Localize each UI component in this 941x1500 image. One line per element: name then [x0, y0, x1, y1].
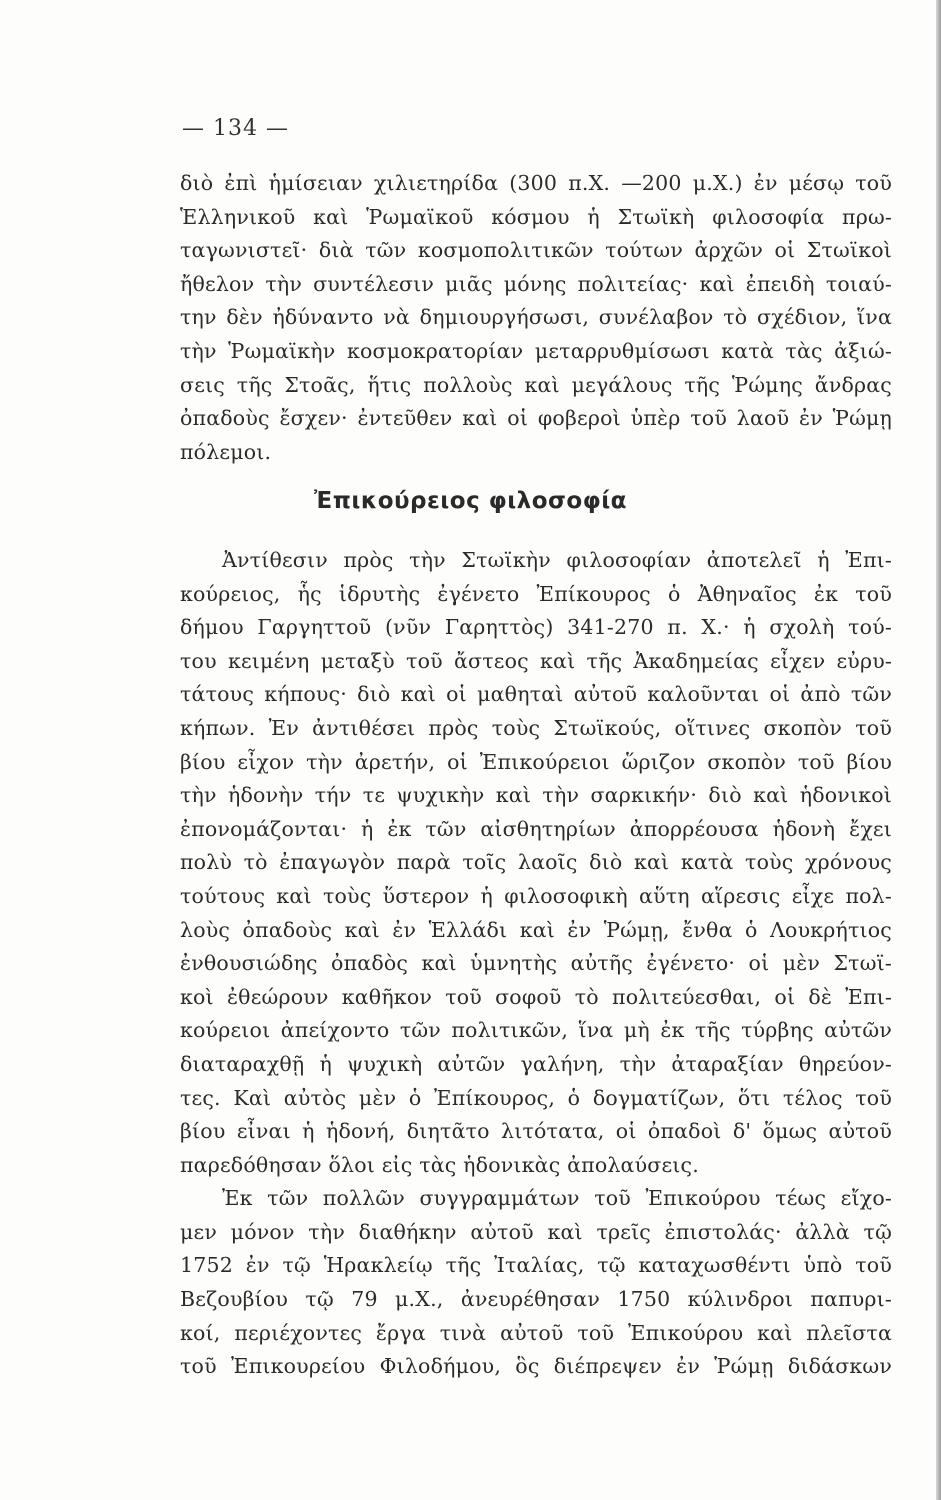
text-line: τὴν ἡδονὴν τήν τε ψυχικὴν καὶ τὴν σαρκικήν· διὸ καὶ ἡδονικοὶ — [180, 783, 892, 808]
text-line: σεις τῆς Στοᾶς, ἥτις πολλοὺς καὶ μεγάλους τῆς Ῥώμης ἄνδρας — [180, 372, 892, 397]
text-line: τοῦ Ἐπικουρείου Φιλοδήμου, ὃς διέπρεψεν ἐν Ῥώμῃ διδάσκων — [180, 1354, 892, 1379]
text-line: ἐπονομάζονται· ἡ ἐκ τῶν αἰσθητηρίων ἀπορρέουσα ἡδονὴ ἔχει — [180, 816, 892, 841]
text-line: 1752 ἐν τῷ Ἡρακλείῳ τῆς Ἰταλίας, τῷ καταχωσθέντι ὑπὸ τοῦ — [180, 1253, 892, 1278]
text-line: πόλεμοι. — [180, 439, 272, 464]
text-line: ἐνθουσιώδης ὀπαδὸς καὶ ὑμνητὴς αὐτῆς ἐγένετο· οἱ μὲν Στωϊ- — [180, 951, 892, 976]
text-line: Ἑλληνικοῦ καὶ Ῥωμαϊκοῦ κόσμου ἡ Στωϊκὴ φιλοσοφία πρω- — [180, 204, 892, 229]
text-line: τάτους κήπους· διὸ καὶ οἱ μαθηταὶ αὐτοῦ καλοῦνται οἱ ἀπὸ τῶν — [180, 682, 892, 707]
text-line: δήμου Γαργηττοῦ (νῦν Γαρηττὸς) 341-270 π. Χ.· ἡ σχολὴ τού- — [180, 615, 892, 640]
text-line: Ἐκ τῶν πολλῶν συγγραμμάτων τοῦ Ἐπικούρου τέως εἴχο- — [222, 1186, 892, 1211]
text-line: τὴν Ῥωμαϊκὴν κοσμοκρατορίαν μεταρρυθμίσωσι κατὰ τὰς ἀξιώ- — [180, 338, 892, 363]
text-line: την δὲν ἠδύναντο νὰ δημιουργήσωσι, συνέλαβον τὸ σχέδιον, ἵνα — [180, 305, 892, 330]
section-heading: Ἐπικούρειος φιλοσοφία — [314, 488, 627, 514]
paragraph-epicurean-body — [180, 544, 892, 1384]
text-line: διὸ ἐπὶ ἡμίσειαν χιλιετηρίδα (300 π.Χ. —200 μ.Χ.) ἐν μέσῳ τοῦ — [180, 171, 892, 195]
text-line: ταγωνιστεῖ· διὰ τῶν κοσμοπολιτικῶν τούτων ἀρχῶν οἱ Στωϊκοὶ — [180, 238, 892, 263]
text-line: βίου εἶχον τὴν ἀρετήν, οἱ Ἐπικούρειοι ὥριζον σκοπὸν τοῦ βίου — [180, 749, 892, 774]
text-line: κοὶ ἐθεώρουν καθῆκον τοῦ σοφοῦ τὸ πολιτεύεσθαι, οἱ δὲ Ἐπι- — [180, 984, 892, 1009]
text-line: κούρειοι ἀπείχοντο τῶν πολιτικῶν, ἵνα μὴ ἐκ τῆς τύρβης αὐτῶν — [180, 1018, 892, 1043]
text-line: κούρειος, ἧς ἱδρυτὴς ἐγένετο Ἐπίκουρος ὁ Ἀθηναῖος ἐκ τοῦ — [180, 581, 892, 606]
page-number: — 134 — — [182, 116, 289, 141]
text-line: μεν μόνον τὴν διαθήκην αὐτοῦ καὶ τρεῖς ἐπιστολάς· ἀλλὰ τῷ — [180, 1219, 892, 1244]
paragraph-stoic-conclusion — [180, 167, 892, 469]
text-line: τούτους καὶ τοὺς ὕστερον ἡ φιλοσοφικὴ αὕτη αἵρεσις εἶχε πολ- — [180, 883, 892, 908]
text-line: κήπων. Ἐν ἀντιθέσει πρὸς τοὺς Στωϊκούς, οἵτινες σκοπὸν τοῦ — [180, 715, 892, 740]
text-line: πολὺ τὸ ἐπαγωγὸν παρὰ τοῖς λαοῖς διὸ καὶ κατὰ τοὺς χρόνους — [180, 850, 892, 875]
text-line: λοὺς ὀπαδοὺς καὶ ἐν Ἑλλάδι καὶ ἐν Ῥώμῃ, ἔνθα ὁ Λουκρήτιος — [180, 917, 892, 942]
text-line: βίου εἶναι ἡ ἡδονή, διητᾶτο λιτότατα, οἱ ὀπαδοὶ δ' ὅμως αὐτοῦ — [180, 1119, 892, 1144]
text-line: διαταραχθῇ ἡ ψυχικὴ αὐτῶν γαλήνη, τὴν ἀταραξίαν θηρεύον- — [180, 1051, 892, 1076]
page-edge-shadow — [936, 0, 941, 1500]
text-line: παρεδόθησαν ὅλοι εἰς τὰς ἡδονικὰς ἀπολαύσεις. — [180, 1152, 699, 1177]
text-line: του κειμένη μεταξὺ τοῦ ἄστεος καὶ τῆς Ἀκαδημείας εἶχεν εὐρυ- — [180, 648, 892, 673]
text-line: Ἀντίθεσιν πρὸς τὴν Στωϊκὴν φιλοσοφίαν ἀποτελεῖ ἡ Ἐπι- — [222, 548, 892, 572]
text-line: ὀπαδοὺς ἔσχεν· ἐντεῦθεν καὶ οἱ φοβεροὶ ὑπὲρ τοῦ λαοῦ ἐν Ῥώμῃ — [180, 406, 892, 431]
text-line: ἤθελον τὴν συντέλεσιν μιᾶς μόνης πολιτείας· καὶ ἐπειδὴ τοιαύ- — [180, 271, 892, 296]
text-line: Βεζουβίου τῷ 79 μ.Χ., ἀνευρέθησαν 1750 κύλινδροι παπυρι- — [180, 1287, 892, 1312]
text-line: τες. Καὶ αὐτὸς μὲν ὁ Ἐπίκουρος, ὁ δογματίζων, ὅτι τέλος τοῦ — [180, 1085, 892, 1110]
text-line: κοί, περιέχοντες ἔργα τινὰ αὐτοῦ τοῦ Ἐπικούρου καὶ πλεῖστα — [180, 1320, 892, 1345]
